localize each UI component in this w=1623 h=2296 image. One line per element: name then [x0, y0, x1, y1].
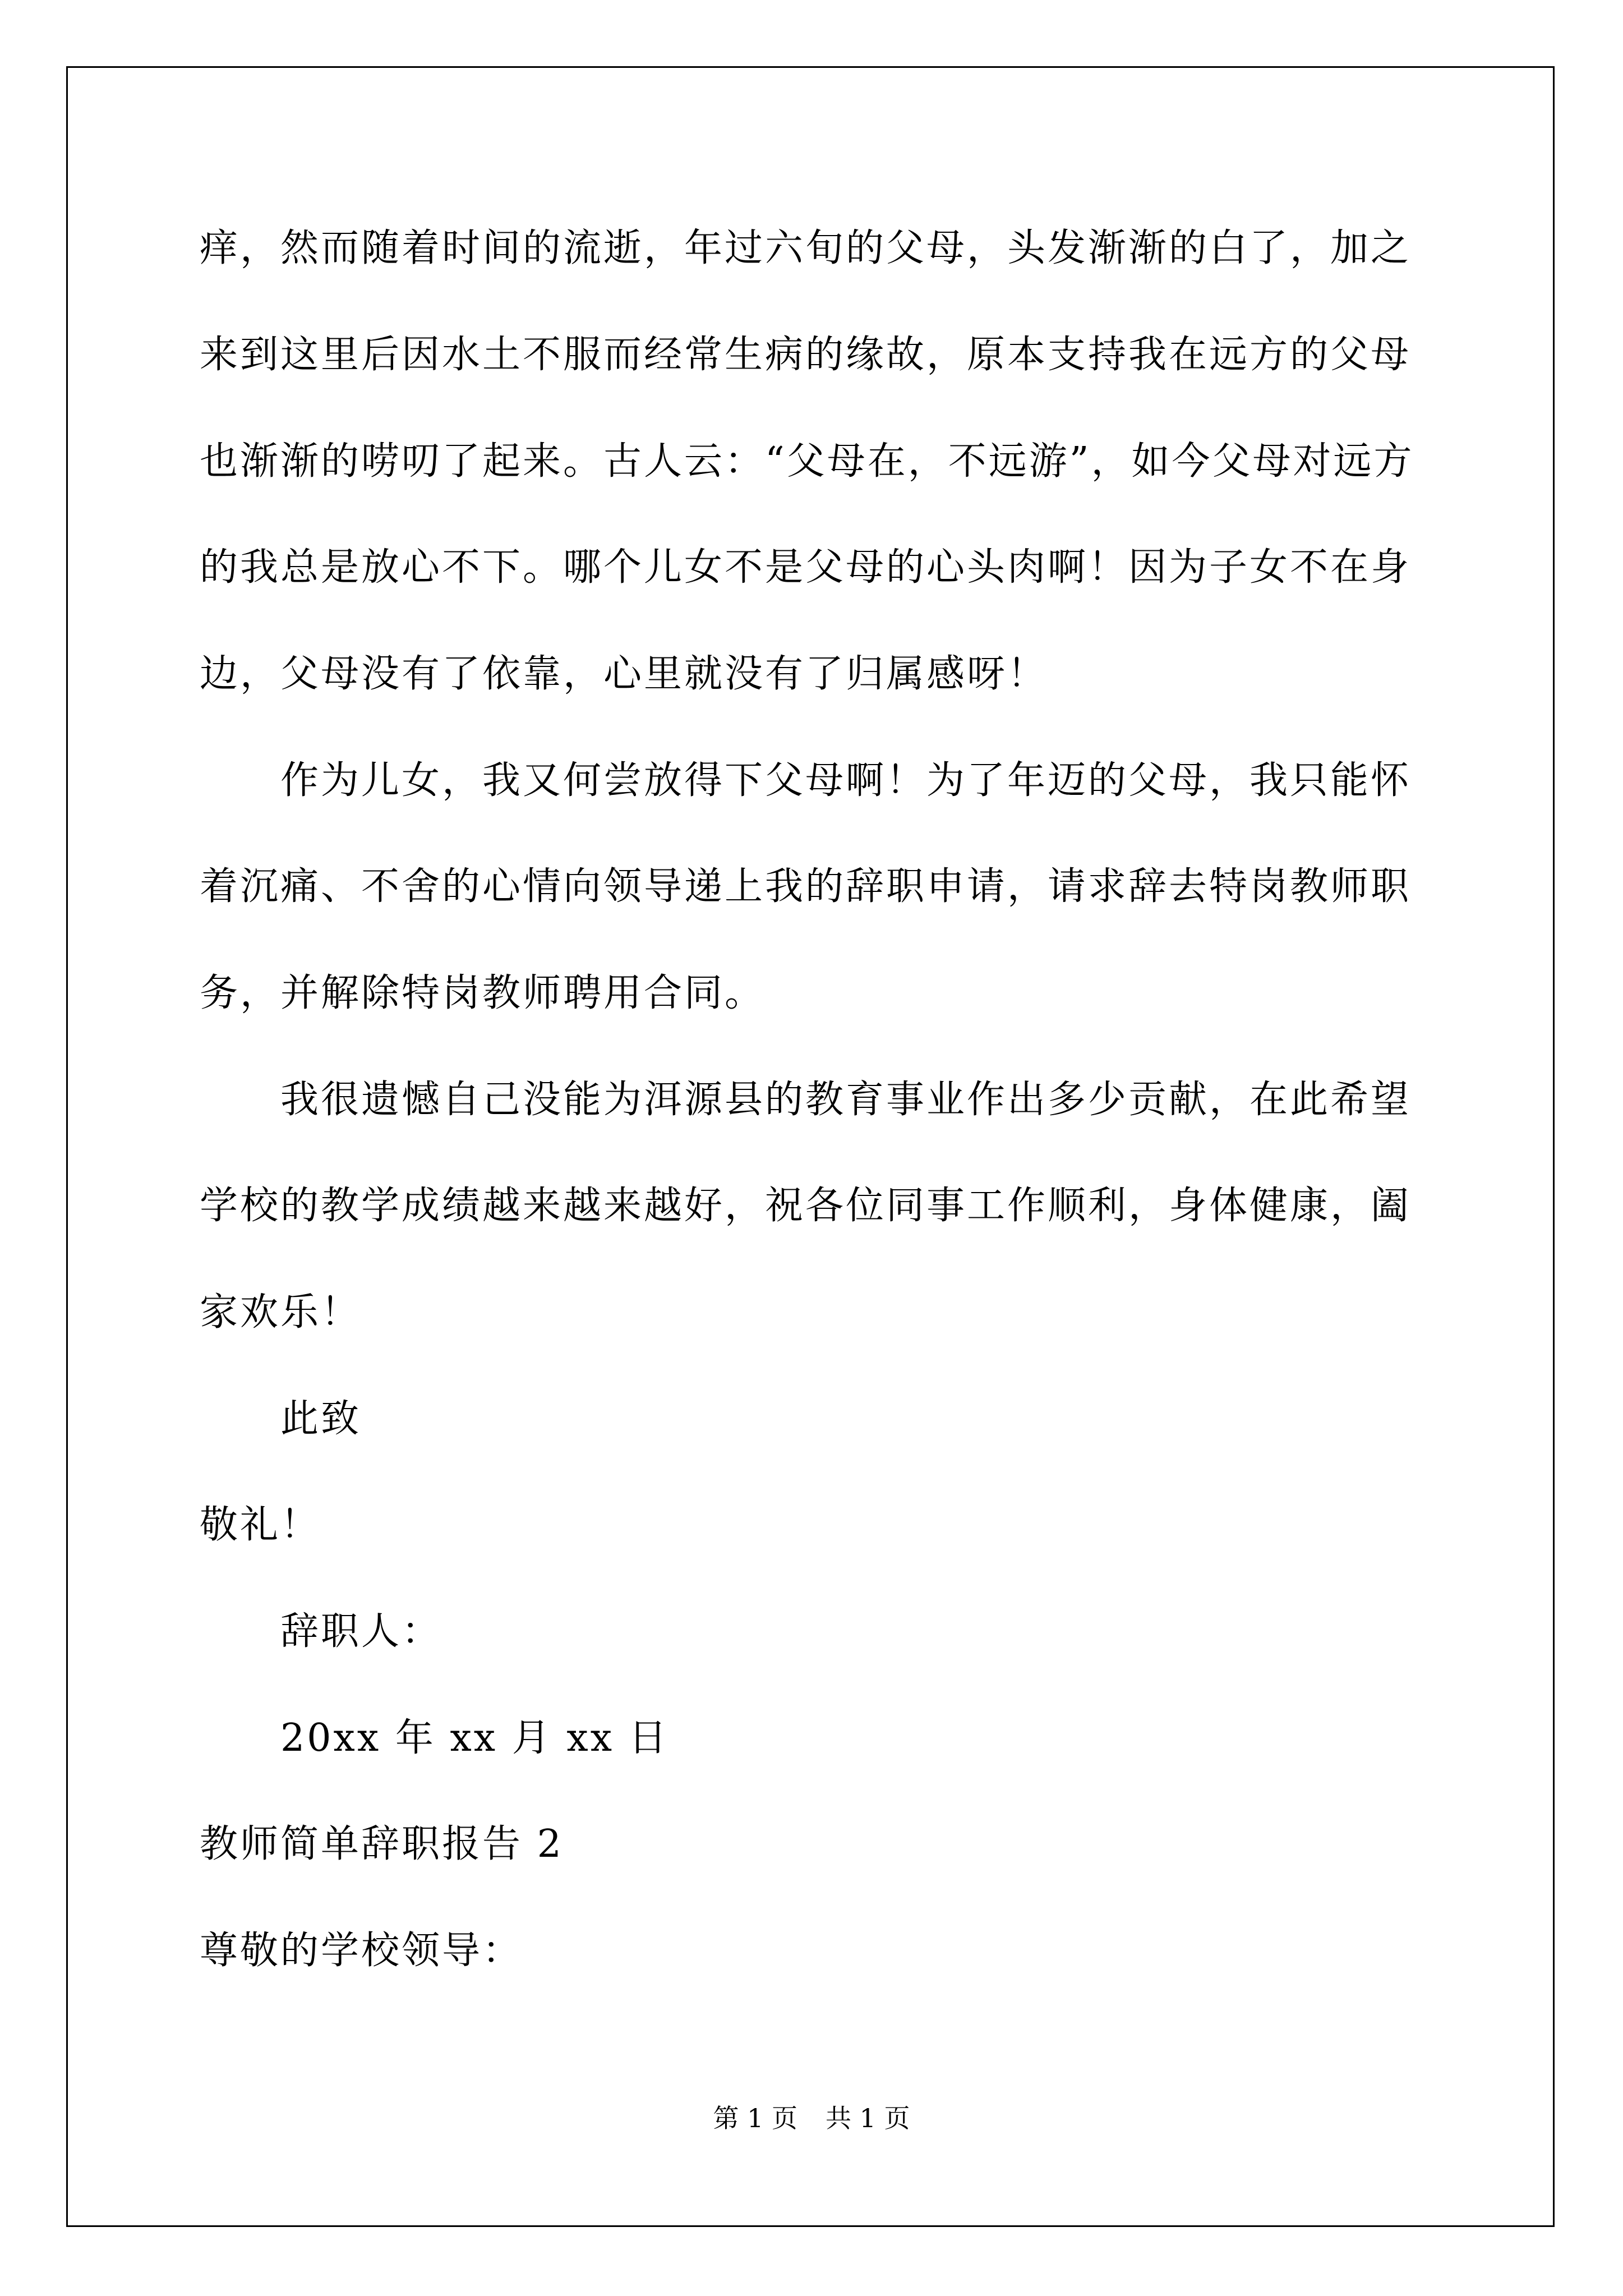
signature-label: 辞职人： — [280, 1609, 442, 1654]
page-number-current: 第 1 页 — [713, 2103, 797, 2133]
paragraph-1-line-2: 来到这里后因水土不服而经常生病的缘故，原本支持我在远方的父母 — [200, 333, 1412, 377]
paragraph-1-line-5: 边，父母没有了依靠，心里就没有了归属感呀！ — [200, 652, 1048, 696]
paragraph-3-line-2: 学校的教学成绩越来越来越好，祝各位同事工作顺利，身体健康，阖 — [200, 1184, 1412, 1228]
paragraph-3-line-1: 我很遗憾自己没能为洱源县的教育事业作出多少贡献，在此希望 — [280, 1078, 1412, 1122]
paragraph-1-line-1: 痒，然而随着时间的流逝，年过六旬的父母，头发渐渐的白了，加之 — [200, 226, 1412, 270]
page-number-total: 共 1 页 — [826, 2103, 910, 2133]
paragraph-2-line-3: 务，并解除特岗教师聘用合同。 — [200, 971, 766, 1015]
paragraph-2-line-1: 作为儿女，我又何尝放得下父母啊！为了年迈的父母，我只能怀 — [280, 758, 1412, 803]
signature-date: 20xx 年 xx 月 xx 日 — [280, 1716, 669, 1760]
closing-jingli: 敬礼！ — [200, 1503, 321, 1547]
paragraph-1-line-3: 也渐渐的唠叨了起来。古人云：“父母在，不远游”，如今父母对远方 — [200, 439, 1414, 484]
paragraph-3-line-3: 家欢乐！ — [200, 1290, 362, 1335]
paragraph-1-line-4: 的我总是放心不下。哪个儿女不是父母的心头肉啊！因为子女不在身 — [200, 545, 1412, 590]
paragraph-2-line-2: 着沉痛、不舍的心情向领导递上我的辞职申请，请求辞去特岗教师职 — [200, 864, 1412, 909]
page-footer — [0, 2102, 1623, 2134]
section-title: 教师简单辞职报告 2 — [200, 1822, 564, 1866]
page-border — [66, 66, 1555, 2227]
salutation: 尊敬的学校领导： — [200, 1929, 523, 1973]
closing-cizhi: 此致 — [280, 1397, 362, 1441]
